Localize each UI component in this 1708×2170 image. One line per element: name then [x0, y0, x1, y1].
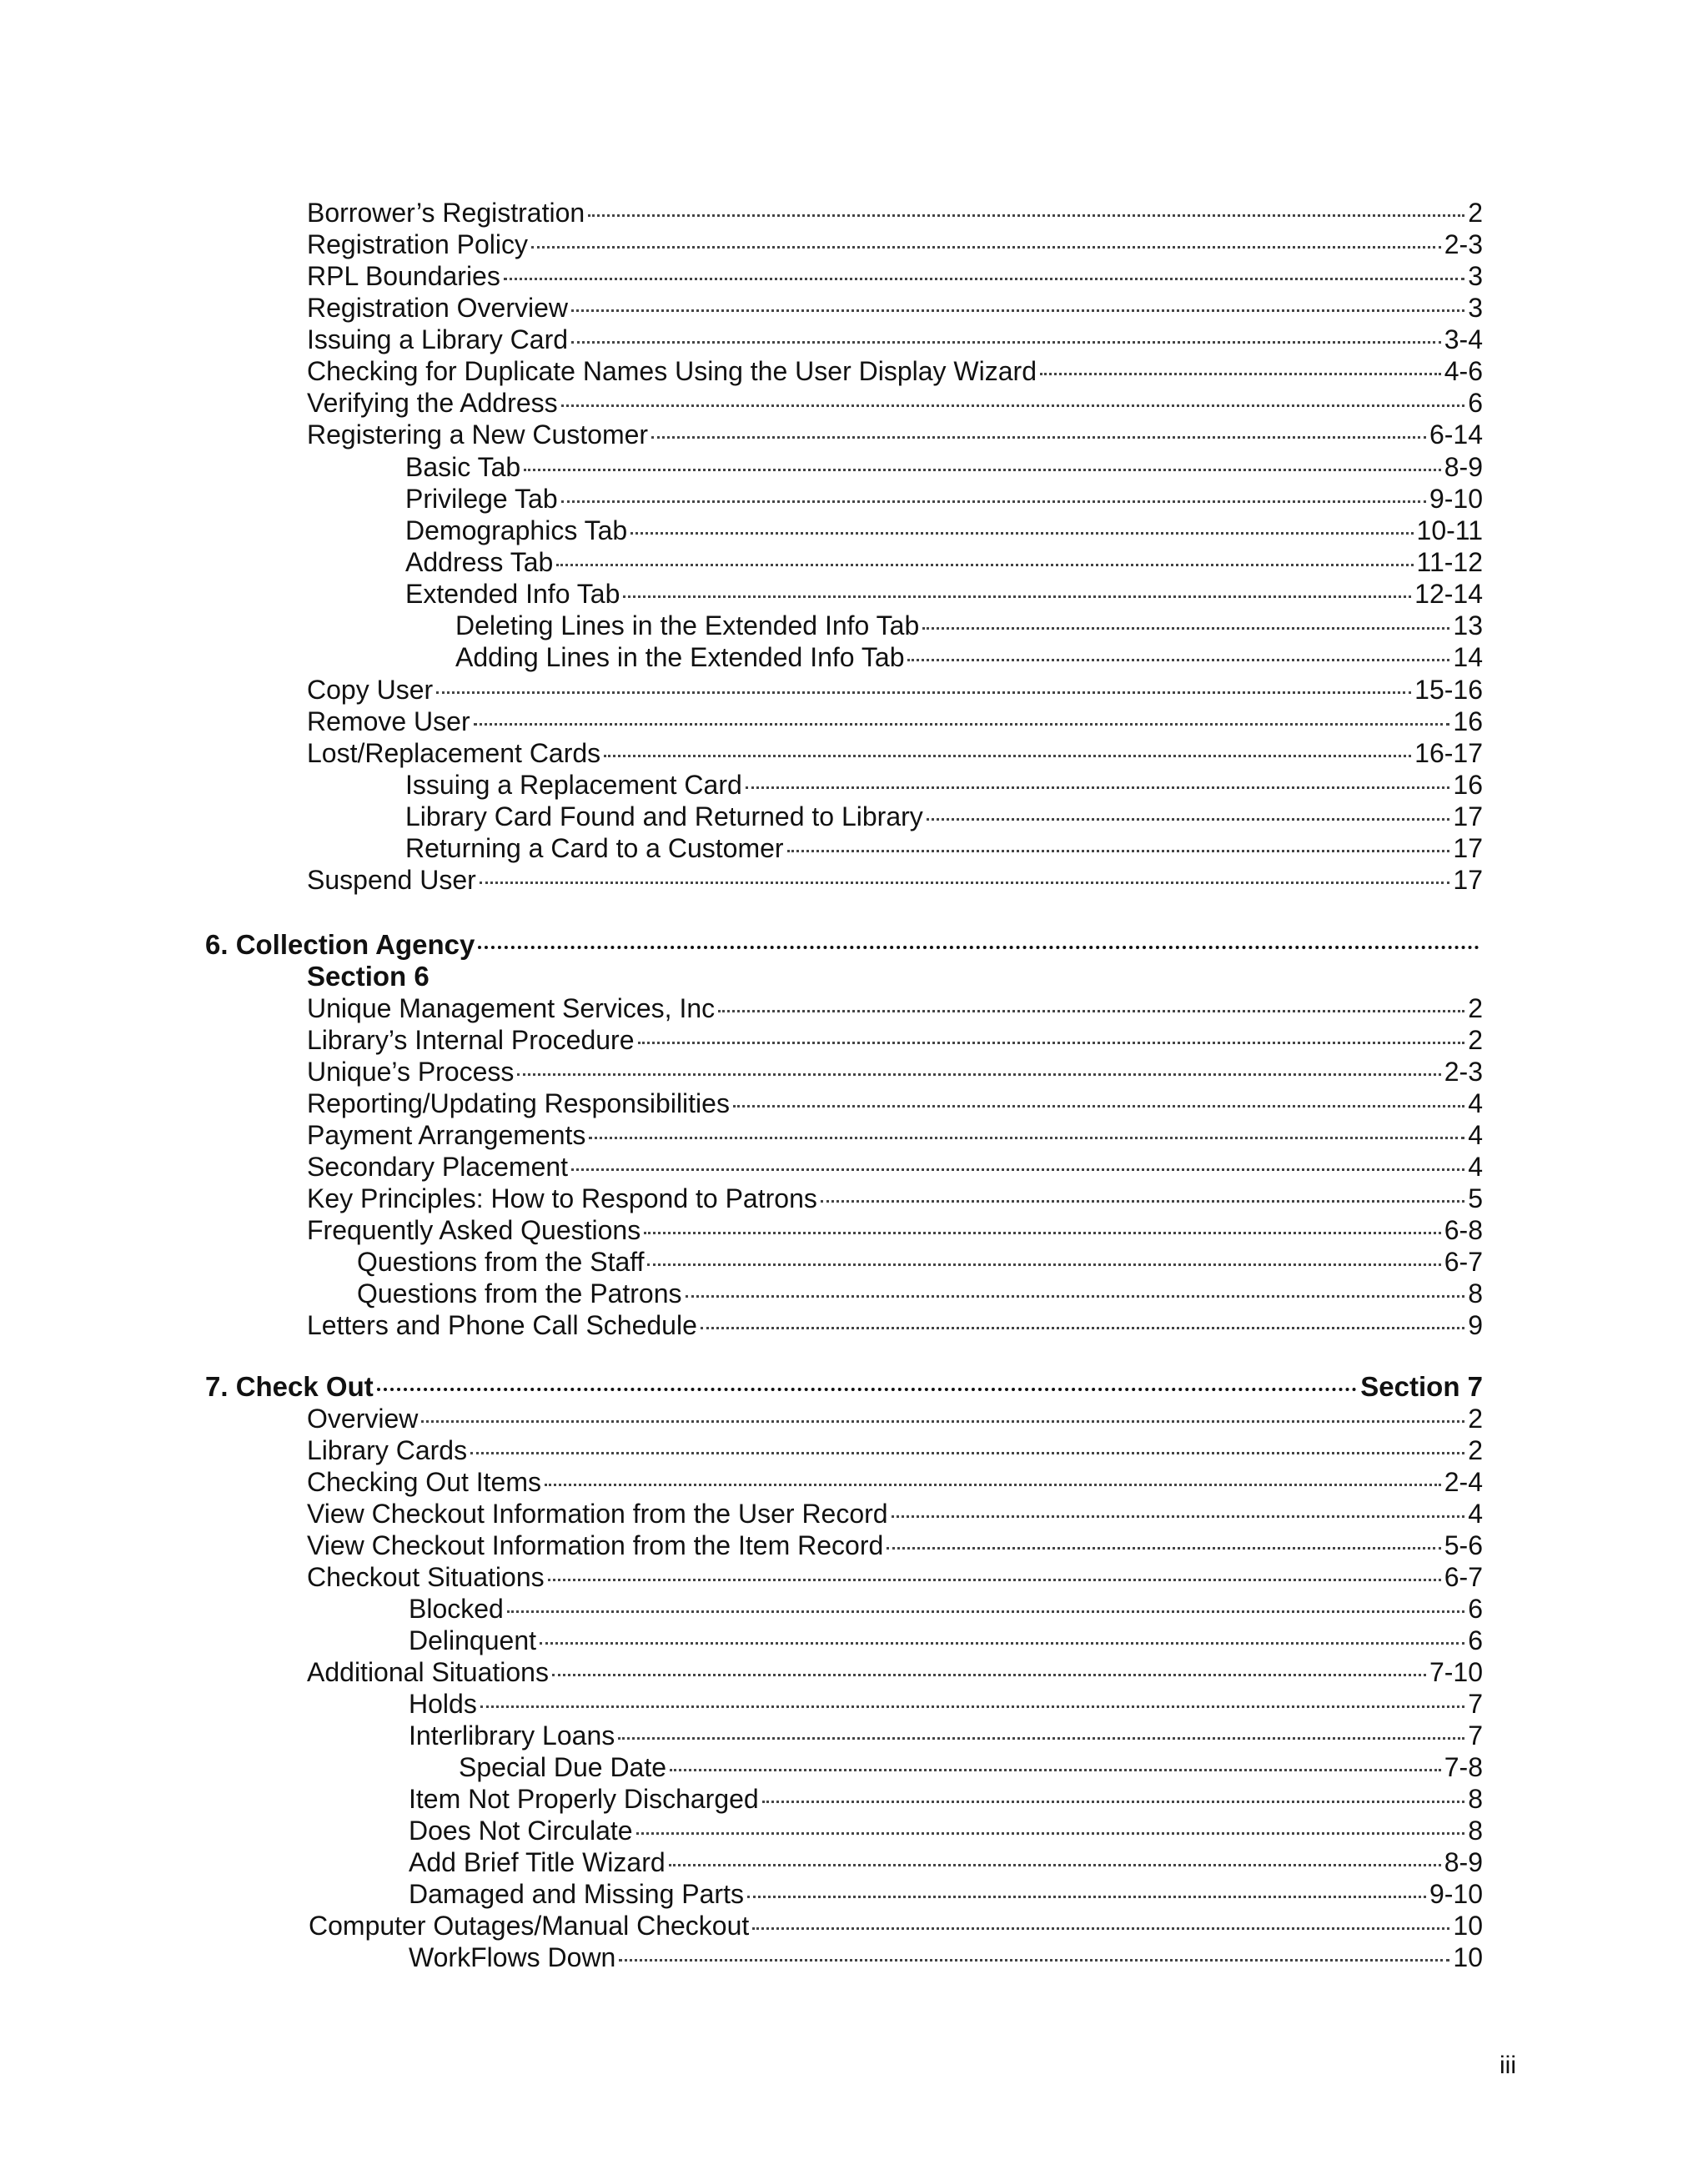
toc-entry-page: 2-3: [1444, 229, 1483, 259]
toc-entry-label: Holds: [409, 1689, 477, 1719]
toc-entry-page: 11-12: [1416, 547, 1483, 577]
dot-leader: [907, 659, 1449, 661]
dot-leader: [480, 882, 1450, 884]
toc-entry: [405, 483, 1483, 515]
toc-entry-page: 9-10: [1429, 484, 1483, 514]
toc-entry-page: 9-10: [1429, 1879, 1483, 1909]
toc-entry: [307, 1088, 1483, 1119]
toc-entry: [459, 1751, 1483, 1783]
toc-entry-page: 3: [1468, 261, 1483, 291]
toc-entry: [307, 1466, 1483, 1498]
toc-section-heading: [205, 1371, 1483, 1403]
toc-entry: [357, 1278, 1483, 1309]
dot-leader: [545, 1484, 1441, 1486]
toc-entry: [455, 610, 1483, 641]
toc-entry: [307, 737, 1483, 769]
toc-entry: [307, 1151, 1483, 1183]
toc-entry-label: Registering a New Customer: [307, 419, 649, 450]
dot-leader: [718, 1010, 1464, 1012]
dot-leader: [571, 309, 1464, 312]
toc-entry-page: 6-8: [1444, 1215, 1483, 1245]
toc-entry: [405, 801, 1483, 832]
toc-entry: [409, 1688, 1483, 1720]
toc-entry-page: 2: [1468, 993, 1483, 1023]
toc-entry-page: 6: [1468, 388, 1483, 418]
toc-entry-label: Registration Policy: [307, 229, 528, 259]
toc-entry-label: Demographics Tab: [405, 515, 628, 545]
dot-leader: [701, 1327, 1464, 1329]
dot-leader: [630, 532, 1413, 535]
toc-entry: [307, 1119, 1483, 1151]
toc-entry-label: Computer Outages/Manual Checkout: [309, 1911, 750, 1941]
toc-entry-label: 7. Check Out: [205, 1371, 374, 1402]
toc-entry-page: 2: [1468, 1025, 1483, 1055]
toc-entry-page: 2: [1468, 1404, 1483, 1434]
toc-entry: [409, 1815, 1483, 1846]
toc-entry-page: 6-14: [1429, 419, 1483, 450]
toc-entry-page: 6: [1468, 1625, 1483, 1655]
toc-entry: [307, 1434, 1483, 1466]
toc-entry: [409, 1846, 1483, 1878]
dot-leader: [638, 1042, 1465, 1044]
toc-entry-label: Privilege Tab: [405, 484, 558, 514]
toc-entry-label: WorkFlows Down: [409, 1942, 616, 1972]
toc-entry: [405, 546, 1483, 578]
toc-entry: [405, 578, 1483, 610]
toc-entry-page: 16: [1453, 770, 1483, 800]
dot-leader: [561, 404, 1465, 407]
toc-entry-page: 8-9: [1444, 1847, 1483, 1877]
toc-entry-page: 4: [1468, 1088, 1483, 1118]
toc-entry: [307, 1183, 1483, 1214]
dot-leader: [421, 1420, 1464, 1423]
toc-entry-page: Section 7: [1360, 1371, 1483, 1402]
toc-entry: [307, 292, 1483, 324]
toc-entry-page: 7: [1468, 1689, 1483, 1719]
toc-section-heading: [205, 929, 1483, 961]
toc-entry: [307, 1656, 1483, 1688]
toc-entry-page: 4: [1468, 1152, 1483, 1182]
toc-entry-page: 4: [1468, 1120, 1483, 1150]
dot-leader: [561, 500, 1426, 503]
toc-entry-label: Copy User: [307, 675, 434, 705]
dot-leader: [552, 1674, 1426, 1676]
toc-entry-label: Library’s Internal Procedure: [307, 1025, 635, 1055]
toc-entry: [307, 419, 1483, 450]
toc-entry-label: Overview: [307, 1404, 419, 1434]
toc-entry: [409, 1783, 1483, 1815]
toc-entry-label: Does Not Circulate: [409, 1816, 633, 1846]
toc-entry-page: 2-3: [1444, 1057, 1483, 1087]
page-number: iii: [1500, 2052, 1516, 2079]
toc-entry-label: Remove User: [307, 706, 470, 736]
toc-entry-label: Adding Lines in the Extended Info Tab: [455, 642, 905, 672]
toc-entry-page: 15-16: [1414, 675, 1483, 705]
toc-entry: [307, 1214, 1483, 1246]
dot-leader: [670, 1769, 1441, 1771]
toc-entry-page: 5: [1468, 1183, 1483, 1213]
dot-leader: [618, 1737, 1464, 1740]
dot-leader: [746, 786, 1450, 789]
toc-entry-label: Unique’s Process: [307, 1057, 515, 1087]
dot-leader: [669, 1864, 1441, 1866]
toc-entry: [307, 324, 1483, 355]
toc-entry-label: Add Brief Title Wizard: [409, 1847, 666, 1877]
toc-entry-label: Issuing a Replacement Card: [405, 770, 742, 800]
toc-entry: [307, 1561, 1483, 1593]
toc-entry-page: 7-10: [1429, 1657, 1483, 1687]
toc-entry-page: 6-7: [1444, 1562, 1483, 1592]
dot-leader: [619, 1959, 1449, 1962]
dot-leader: [531, 246, 1441, 249]
toc-entry-page: 17: [1453, 833, 1483, 863]
toc-entry-label: Registration Overview: [307, 293, 568, 323]
toc-entry-label: Delinquent: [409, 1625, 536, 1655]
toc-entry-label: Lost/Replacement Cards: [307, 738, 601, 768]
toc-entry-page: 10: [1453, 1942, 1483, 1972]
dot-leader: [470, 1452, 1464, 1454]
dot-leader: [540, 1642, 1464, 1645]
toc-entry-label: Key Principles: How to Respond to Patrons: [307, 1183, 817, 1213]
dot-leader: [480, 1705, 1464, 1708]
dot-leader: [887, 1547, 1440, 1550]
dot-leader: [623, 595, 1411, 598]
toc-entry-label: Questions from the Staff: [357, 1247, 645, 1277]
toc-entry: [357, 1246, 1483, 1278]
toc-entry-page: 17: [1453, 865, 1483, 895]
toc-entry: [307, 355, 1483, 387]
toc-entry-page: 14: [1453, 642, 1483, 672]
dot-leader: [636, 1832, 1465, 1835]
toc-entry: [405, 769, 1483, 801]
toc-entry: [409, 1941, 1483, 1973]
toc-entry-label: Basic Tab: [405, 452, 521, 482]
dot-leader: [474, 723, 1450, 726]
toc-entry: [307, 1056, 1483, 1088]
dot-leader: [686, 1295, 1465, 1298]
dot-leader: [892, 1515, 1465, 1518]
toc-entry: [309, 1910, 1483, 1941]
toc-entry-label: Library Card Found and Returned to Library: [405, 801, 923, 831]
toc-entry-page: 8: [1468, 1816, 1483, 1846]
toc-entry: [307, 1024, 1483, 1056]
toc-entry-label: Questions from the Patrons: [357, 1278, 682, 1309]
toc-entry-label: Blocked: [409, 1594, 504, 1624]
toc-section-label: [307, 961, 1483, 992]
toc-entry-page: 6-7: [1444, 1247, 1483, 1277]
toc-entry-page: 5-6: [1444, 1530, 1483, 1560]
dot-leader: [644, 1232, 1441, 1234]
toc-entry-label: Payment Arrangements: [307, 1120, 586, 1150]
dot-leader: [478, 946, 1479, 949]
toc-entry-label: Issuing a Library Card: [307, 324, 569, 354]
toc-entry: [307, 1530, 1483, 1561]
toc-entry-page: 7-8: [1444, 1752, 1483, 1782]
toc-entry: [307, 1309, 1483, 1341]
dot-leader: [524, 469, 1441, 471]
dot-leader: [747, 1896, 1426, 1898]
toc-entry-page: 8: [1468, 1784, 1483, 1814]
dot-leader: [762, 1801, 1464, 1803]
toc-entry-page: 2: [1468, 198, 1483, 228]
toc-entry: [409, 1593, 1483, 1625]
toc-entry-label: Deleting Lines in the Extended Info Tab: [455, 610, 920, 640]
toc-entry-label: Checkout Situations: [307, 1562, 545, 1592]
toc-entry-page: 3: [1468, 293, 1483, 323]
dot-leader: [588, 214, 1464, 217]
toc-entry: [307, 674, 1483, 706]
toc-entry: [455, 641, 1483, 673]
toc-entry-page: 17: [1453, 801, 1483, 831]
toc-entry-page: 3-4: [1444, 324, 1483, 354]
toc-entry-page: 8-9: [1444, 452, 1483, 482]
toc-entry: [307, 229, 1483, 260]
toc-entry: [409, 1720, 1483, 1751]
toc-entry-label: Verifying the Address: [307, 388, 558, 418]
dot-leader: [377, 1388, 1358, 1391]
toc-entry-label: View Checkout Information from the Item Record: [307, 1530, 884, 1560]
toc-entry-label: Interlibrary Loans: [409, 1720, 615, 1751]
toc-entry: [307, 992, 1483, 1024]
toc-entry: [409, 1625, 1483, 1656]
toc-entry-label: View Checkout Information from the User Record: [307, 1499, 888, 1529]
toc-entry-page: 6: [1468, 1594, 1483, 1624]
toc-entry-label: Special Due Date: [459, 1752, 667, 1782]
toc-entry-label: Checking Out Items: [307, 1467, 541, 1497]
toc-entry-label: 6. Collection Agency: [205, 929, 475, 960]
dot-leader: [821, 1200, 1464, 1203]
toc-entry-label: Borrower’s Registration: [307, 198, 585, 228]
dot-leader: [589, 1137, 1464, 1139]
toc-entry-label: Extended Info Tab: [405, 579, 620, 609]
dot-leader: [752, 1927, 1449, 1930]
dot-leader: [733, 1105, 1464, 1108]
toc-entry-label: RPL Boundaries: [307, 261, 500, 291]
toc-entry-page: 8: [1468, 1278, 1483, 1309]
toc-entry-label: Returning a Card to a Customer: [405, 833, 784, 863]
dot-leader: [651, 436, 1426, 439]
toc-entry: [409, 1878, 1483, 1910]
toc-entry: [307, 864, 1483, 896]
dot-leader: [517, 1073, 1440, 1076]
dot-leader: [556, 564, 1413, 566]
toc-entry-page: 2-4: [1444, 1467, 1483, 1497]
toc-entry: [405, 515, 1483, 546]
toc-entry-label: Unique Management Services, Inc: [307, 993, 716, 1023]
toc-entry: [307, 1403, 1483, 1434]
dot-leader: [927, 818, 1450, 821]
toc-entry: [307, 1498, 1483, 1530]
dot-leader: [548, 1579, 1441, 1581]
toc-entry-page: 12-14: [1414, 579, 1483, 609]
toc-entry-page: 9: [1468, 1310, 1483, 1340]
toc-entry-label: Address Tab: [405, 547, 554, 577]
toc-entry: [307, 260, 1483, 292]
toc-entry-page: 10: [1453, 1911, 1483, 1941]
toc-entry-page: 4-6: [1444, 356, 1483, 386]
toc-entry-label: Item Not Properly Discharged: [409, 1784, 759, 1814]
toc-entry-page: 16-17: [1414, 738, 1483, 768]
toc-entry: [307, 706, 1483, 737]
toc-entry: [405, 451, 1483, 483]
toc-entry-label: Letters and Phone Call Schedule: [307, 1310, 697, 1340]
toc-entry-label: Additional Situations: [307, 1657, 549, 1687]
toc-entry-label: Library Cards: [307, 1435, 468, 1465]
toc-entry-label: Checking for Duplicate Names Using the User Display Wizard: [307, 356, 1037, 386]
toc-entry-label: Suspend User: [307, 865, 476, 895]
toc-entry-page: 13: [1453, 610, 1483, 640]
toc-entry-label: Reporting/Updating Responsibilities: [307, 1088, 730, 1118]
toc-entry-page: 16: [1453, 706, 1483, 736]
toc-entry: [307, 197, 1483, 229]
dot-leader: [507, 1610, 1464, 1613]
toc-entry: [405, 832, 1483, 864]
dot-leader: [787, 850, 1450, 852]
dot-leader: [571, 341, 1441, 344]
dot-leader: [571, 1168, 1464, 1171]
dot-leader: [504, 278, 1464, 280]
toc-entry-label: Section 6: [307, 961, 430, 992]
dot-leader: [604, 755, 1411, 757]
dot-leader: [647, 1263, 1440, 1266]
toc-entry-label: Frequently Asked Questions: [307, 1215, 641, 1245]
toc-entry-label: Damaged and Missing Parts: [409, 1879, 744, 1909]
dot-leader: [436, 691, 1411, 694]
toc-entry-page: 2: [1468, 1435, 1483, 1465]
dot-leader: [922, 627, 1449, 630]
dot-leader: [1040, 373, 1441, 375]
toc-entry-page: 10-11: [1416, 515, 1483, 545]
toc-entry: [307, 387, 1483, 419]
toc-entry-page: 7: [1468, 1720, 1483, 1751]
toc-entry-label: Secondary Placement: [307, 1152, 569, 1182]
toc-entry-page: 4: [1468, 1499, 1483, 1529]
